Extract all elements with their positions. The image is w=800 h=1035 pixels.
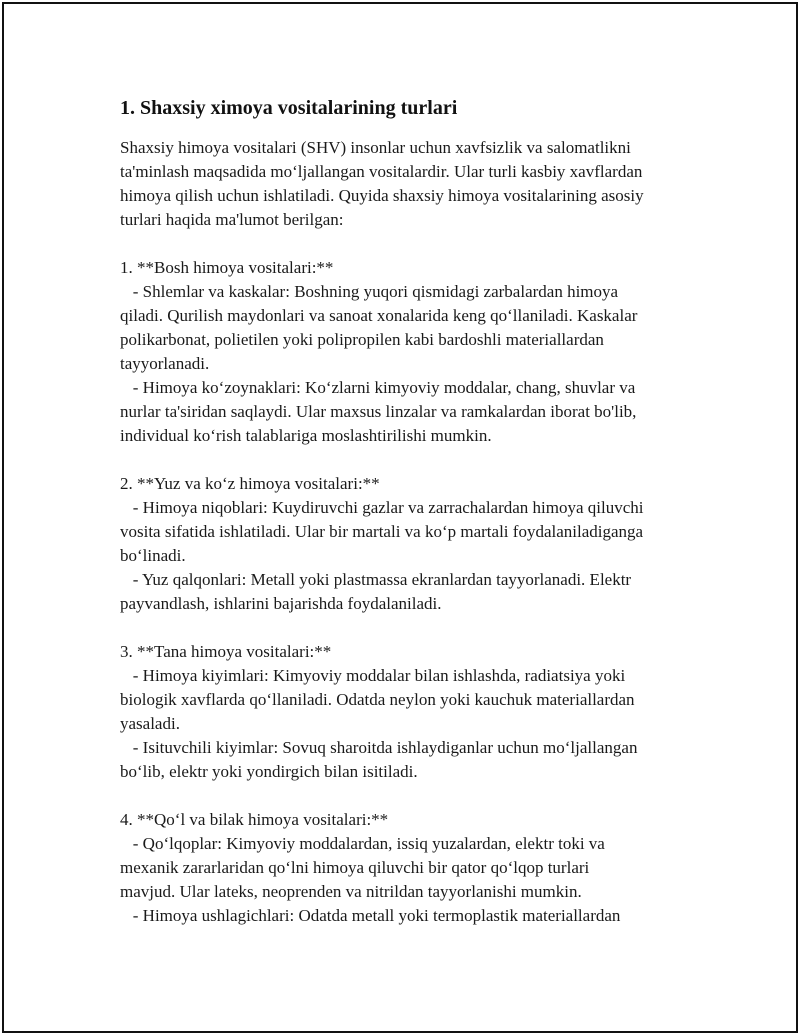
list-item: - Himoya kiyimlari: Kimyoviy moddalar bilan ishlashda, radiatsiya yoki biologik xavflarda qo‘llaniladi. Odatda neylon yoki kauchuk materiallardan yasaladi.: [120, 666, 635, 733]
section-head-protection: [120, 256, 700, 448]
intro-paragraph: Shaxsiy himoya vositalari (SHV) insonlar uchun xavfsizlik va salomatlikni ta'minlash maqsadida mo‘ljallangan vositalardir. Ular turli kasbiy xavflardan himoya qilish uchun ishlatiladi. Quyida shaxsiy himoya vositalarining asosiy turlari haqida ma'lumot berilgan:: [120, 138, 644, 229]
section-heading: 2. **Yuz va ko‘z himoya vositalari:**: [120, 474, 380, 493]
paragraph-gap: [120, 784, 700, 808]
document-content: [120, 94, 700, 928]
section-heading: 4. **Qo‘l va bilak himoya vositalari:**: [120, 810, 389, 829]
section-heading: 1. **Bosh himoya vositalari:**: [120, 258, 334, 277]
paragraph-gap: [120, 448, 700, 472]
list-item: - Isituvchili kiyimlar: Sovuq sharoitda ishlaydiganlar uchun mo‘ljallangan bo‘lib, elektr yoki yondirgich bilan isitiladi.: [120, 738, 638, 781]
paragraph-gap: [120, 232, 700, 256]
section-face-eye-protection: [120, 472, 700, 616]
list-item: - Himoya ko‘zoynaklari: Ko‘zlarni kimyoviy moddalar, chang, shuvlar va nurlar ta'siridan saqlaydi. Ular maxsus linzalar va ramkalardan iborat bo'lib, individual ko‘rish talablariga moslashtirilishi mumkin.: [120, 378, 637, 445]
section-heading: 3. **Tana himoya vositalari:**: [120, 642, 332, 661]
document-title: 1. Shaxsiy ximoya vositalarining turlari: [120, 97, 458, 119]
list-item: - Yuz qalqonlari: Metall yoki plastmassa ekranlardan tayyorlanadi. Elektr payvandlash, ishlarini bajarishda foydalaniladi.: [120, 570, 632, 613]
document-page: [2, 2, 798, 1033]
section-body-protection: [120, 640, 700, 784]
list-item: - Himoya niqoblari: Kuydiruvchi gazlar va zarrachalardan himoya qiluvchi vosita sifatida ishlatiladi. Ular bir martali va ko‘p martali foydalaniladiganga bo‘linadi.: [120, 498, 644, 565]
list-item: - Shlemlar va kaskalar: Boshning yuqori qismidagi zarbalardan himoya qiladi. Qurilish maydonlari va sanoat xonalarida keng qo‘llaniladi. Kaskalar polikarbonat, polietilen yoki polipropilen kabi bardoshli materiallardan tayyorlanadi.: [120, 282, 638, 373]
list-item: - Himoya ushlagichlari: Odatda metall yoki termoplastik materiallardan: [120, 906, 621, 925]
list-item: - Qo‘lqoplar: Kimyoviy moddalardan, issiq yuzalardan, elektr toki va mexanik zararlaridan qo‘lni himoya qiluvchi bir qator qo‘lqop turlari mavjud. Ular lateks, neoprenden va nitrildan tayyorlanishi mumkin.: [120, 834, 605, 901]
section-hand-protection: [120, 808, 700, 928]
paragraph-gap: [120, 616, 700, 640]
